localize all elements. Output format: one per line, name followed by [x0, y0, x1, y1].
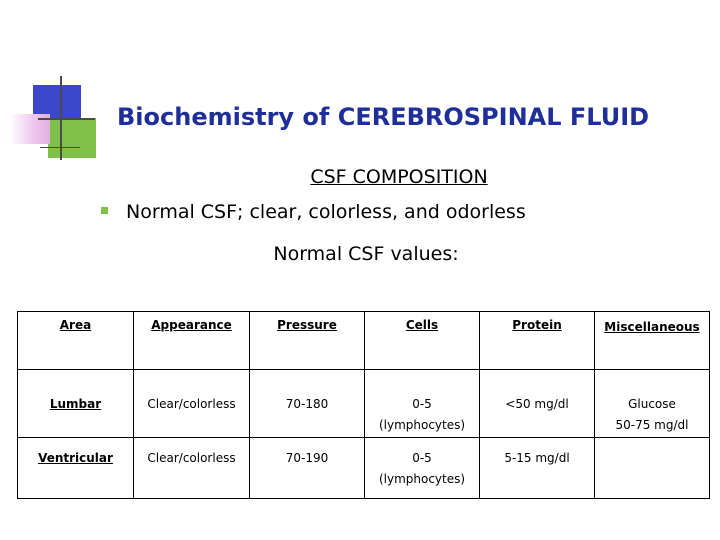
header-area: Area: [18, 312, 134, 370]
square-bullet-icon: [101, 207, 108, 214]
bullet-item: [101, 201, 526, 223]
header-pressure: Pressure: [250, 312, 365, 370]
cells-count: 0-5: [412, 397, 432, 411]
cell-protein: 5-15 mg/dl: [480, 438, 595, 499]
cell-misc: [595, 438, 710, 499]
cells-type: (lymphocytes): [378, 418, 466, 432]
area-label: Lumbar: [49, 397, 102, 411]
bullet-text: Normal CSF; clear, colorless, and odorless: [126, 201, 526, 223]
cell-misc: [595, 370, 710, 438]
decor-green-square: [48, 118, 96, 158]
decor-horizontal-line: [38, 118, 95, 120]
cell-pressure: 70-190: [250, 438, 365, 499]
cell-appearance: Clear/colorless: [134, 438, 250, 499]
table-row: [18, 370, 710, 438]
table-row: [18, 438, 710, 499]
header-protein: Protein: [480, 312, 595, 370]
slide-title: Biochemistry of CEREBROSPINAL FLUID: [117, 103, 650, 131]
cell-area: [18, 438, 134, 499]
cell-protein: <50 mg/dl: [480, 370, 595, 438]
cell-cells: [365, 370, 480, 438]
area-label: Ventricular: [38, 451, 113, 465]
csf-values-table: [17, 311, 710, 499]
cell-appearance: Clear/colorless: [134, 370, 250, 438]
misc-line-1: Glucose: [628, 397, 676, 411]
header-appearance: Appearance: [134, 312, 250, 370]
decor-horizontal-line-2: [40, 147, 80, 148]
slide-subtitle: CSF COMPOSITION: [310, 166, 488, 188]
header-cells: Cells: [365, 312, 480, 370]
cell-cells: [365, 438, 480, 499]
cell-pressure: 70-180: [250, 370, 365, 438]
misc-line-2: 50-75 mg/dl: [615, 418, 689, 432]
cells-type: (lymphocytes): [378, 472, 466, 486]
cells-count: 0-5: [412, 451, 432, 465]
header-miscellaneous: Miscellaneous: [595, 312, 710, 370]
values-label: Normal CSF values:: [273, 243, 459, 265]
cell-area: [18, 370, 134, 438]
table-header-row: [18, 312, 710, 370]
